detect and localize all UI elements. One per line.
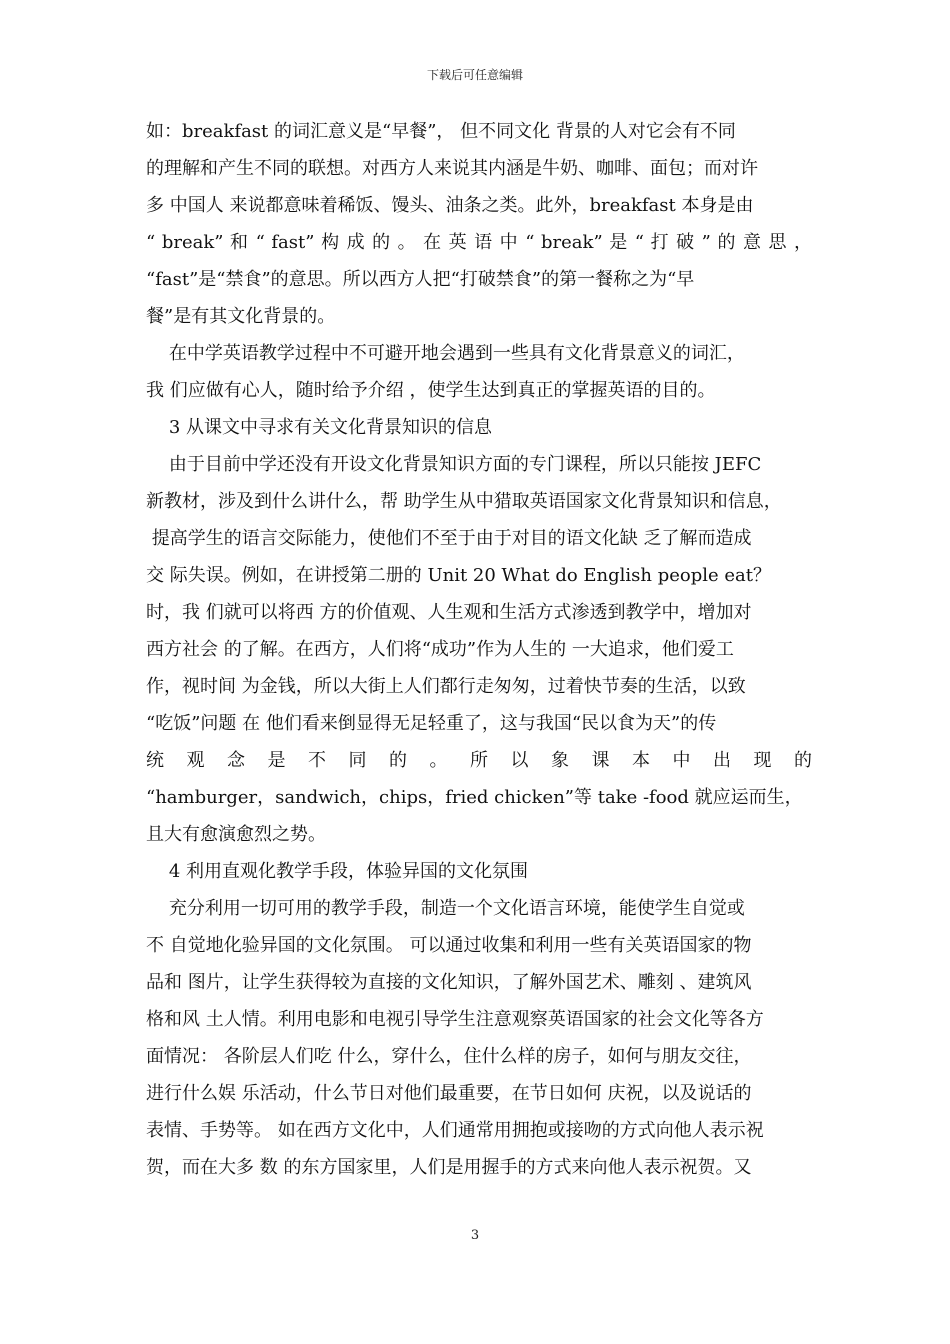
text-line: “ break” 和 “ fast” 构 成 的 。 在 英 语 中 “ break” 是 “ 打 破 ” 的 意 思 ，	[146, 232, 812, 253]
text-line: 品和 图片，让学生获得较为直接的文化知识，了解外国艺术、雕刻 、建筑风	[146, 972, 752, 993]
text-line: 多 中国人 来说都意味着稀饭、馒头、油条之类。此外，breakfast 本身是由	[146, 195, 754, 216]
text-line: 贺，而在大多 数 的东方国家里，人们是用握手的方式来向他人表示祝贺。又	[146, 1157, 752, 1178]
text-line: 表情、手势等。 如在西方文化中，人们通常用拥抱或接吻的方式向他人表示祝	[146, 1120, 764, 1141]
text-line: 面情况： 各阶层人们吃 什么，穿什么，住什么样的房子，如何与朋友交往，	[146, 1046, 752, 1067]
text-line: 餐”是有其文化背景的。	[146, 306, 336, 327]
text-line: 3 从课文中寻求有关文化背景知识的信息	[146, 417, 493, 438]
text-line: 进行什么娱 乐活动，什么节日对他们最重要，在节日如何 庆祝，以及说话的	[146, 1083, 752, 1104]
text-line: 不 自觉地化验异国的文化氛围。 可以通过收集和利用一些有关英语国家的物	[146, 935, 752, 956]
text-line: 的理解和产生不同的联想。对西方人来说其内涵是牛奶、咖啡、面包；而对许	[146, 158, 758, 179]
text-line: 且大有愈演愈烈之势。	[146, 824, 326, 845]
text-line: 格和风 土人情。利用电影和电视引导学生注意观察英语国家的社会文化等各方	[146, 1009, 764, 1030]
text-line: 新教材，涉及到什么讲什么，帮 助学生从中猎取英语国家文化背景知识和信息，	[146, 491, 782, 512]
text-line: 交 际失误。例如，在讲授第二册的 Unit 20 What do English people eat？	[146, 565, 772, 586]
text-line: 由于目前中学还没有开设文化背景知识方面的专门课程，所以只能按 JEFC	[146, 454, 762, 475]
text-line: 充分利用一切可用的教学手段，制造一个文化语言环境，能使学生自觉或	[146, 898, 745, 919]
page-header: 下载后可任意编辑	[426, 68, 523, 82]
text-line: 时，我 们就可以将西 方的价值观、人生观和生活方式渗透到教学中，增加对	[146, 602, 752, 623]
text-line: 统 观 念 是 不 同 的 。 所 以 象 课 本 中 出 现 的	[146, 750, 812, 771]
text-line: 如：breakfast 的词汇意义是“早餐”， 但不同文化 背景的人对它会有不同	[146, 121, 736, 142]
text-line: 作，视时间 为金钱，所以大街上人们都行走匆匆，过着快节奏的生活，以致	[146, 676, 746, 697]
text-line: 我 们应做有心人，随时给予介绍 ，使学生达到真正的掌握英语的目的。	[146, 380, 716, 401]
text-line: 4 利用直观化教学手段，体验异国的文化氛围	[146, 861, 529, 882]
text-line: “吃饭”问题 在 他们看来倒显得无足轻重了，这与我国“民以食为天”的传	[146, 713, 717, 734]
text-line: “hamburger，sandwich，chips，fried chicken”等 take -food 就应运而生，	[146, 787, 803, 808]
text-line: “fast”是“禁食”的意思。所以西方人把“打破禁食”的第一餐称之为“早	[146, 269, 695, 290]
text-line: 在中学英语教学过程中不可避开地会遇到一些具有文化背景意义的词汇，	[146, 343, 745, 364]
text-line: 西方社会 的了解。在西方，人们将“成功”作为人生的 一大追求，他们爱工	[146, 639, 734, 660]
text-line: 提高学生的语言交际能力，使他们不至于由于对目的语文化缺 乏了解而造成	[146, 528, 752, 549]
page-number: 3	[470, 1228, 480, 1243]
